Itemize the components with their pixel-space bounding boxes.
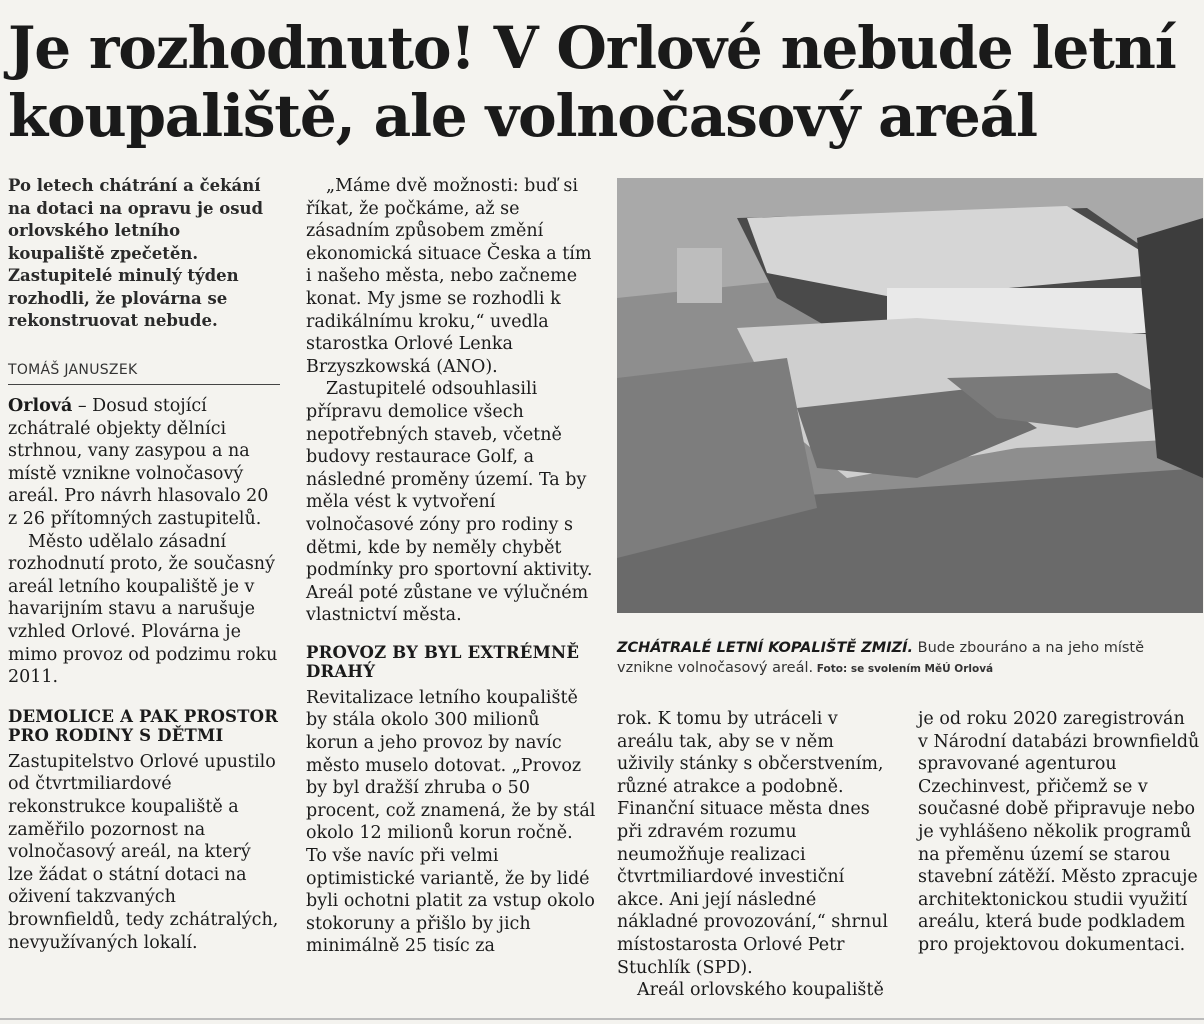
photo-caption [617, 638, 1203, 679]
lead-paragraph [8, 395, 280, 531]
paragraph-5: Revitalizace letního koupaliště by stála okolo 300 milionů korun a jeho provoz by navíc město muselo dotovat. „Provoz by byl dražší zhruba o 50 procent, což znamená, že by stál okolo 12 milionů korun ročně. To vše navíc při velmi optimistické variantě, že by lidé byli ochotni platit za vstup okolo stokoruny a přišlo by jich minimálně 25 tisíc za [306, 687, 596, 957]
paragraph-3: „Máme dvě možnosti: buď si říkat, že počkáme, až se zásadním způsobem změní ekonomická situace Česka a tím i našeho města, nebo začneme konat. My jsme se rozhodli k radikálnímu kroku,“ uvedla starostka Orlové Lenka Brzyszkowská (ANO). [306, 176, 592, 377]
photo-koupaliste [617, 178, 1203, 613]
page-bottom-rule [0, 1018, 1204, 1020]
column-1 [8, 175, 280, 954]
caption-text: Bude zbouráno a na jeho místě vznikne volnočasový areál. [617, 640, 1145, 676]
photo-illustration [617, 178, 1203, 613]
subheading-provoz: PROVOZ BY BYL EXTRÉMNĚ DRAHÝ [306, 642, 580, 681]
paragraph-6: rok. K tomu by utráceli v areálu tak, aby se v něm uživily stánky s občerstvením, různé atrakce a podobně. Finanční situace města dnes při zdravém rozumu neumožňuje realizaci čtvrtmiliardové investiční akce. Ani její následné nákladné provozování,“ shrnul místostarosta Orlové Petr Stuchlík (SPD). [617, 709, 889, 978]
perex: Po letech chátrání a čekání na dotaci na opravu je osud orlovského letního koupaliště zpečetěn. Zastupitelé minulý týden rozhodli, že plovárna se rekonstruovat nebude. [8, 176, 264, 330]
headline: Je rozhodnuto! V Orlové nebude letní koupaliště, ale volnočasový areál [8, 14, 1176, 150]
column-3 [617, 708, 892, 1002]
column-4 [918, 708, 1200, 957]
paragraph-2: Zastupitelstvo Orlové upustilo od čtvrtmiliardové rekonstrukce koupaliště a zaměřilo pozornost na volnočasový areál, na který lze žádat o státní dotaci na oživení takzvaných brownfieldů, tedy zchátralých, nevyužívaných lokalí. [8, 751, 279, 953]
paragraph-1: Město udělalo zásadní rozhodnutí proto, že současný areál letního koupaliště je v havarijním stavu a narušuje vzhled Orlové. Plovárna je mimo provoz od podzimu roku 2011. [8, 531, 278, 688]
column-2 [306, 175, 596, 958]
lead-place: Orlová [8, 396, 73, 417]
caption-title: ZCHÁTRALÉ LETNÍ KOPALIŠTĚ ZMIZÍ. [617, 640, 914, 656]
paragraph-4: Zastupitelé odsouhlasili přípravu demolice všech nepotřebných staveb, včetně budovy restaurace Golf, a následné proměny území. Ta by měla vést k vytvoření volnočasové zóny pro rodiny s dětmi, kde by neměly chybět podmínky pro sportovní aktivity. Areál poté zůstane ve výlučném vlastnictví města. [306, 379, 593, 626]
lead-text: – Dosud stojící zchátralé objekty dělníci strhnou, vany zasypou a na místě vznikne volnočasový areál. Pro návrh hlasovalo 20 z 26 přítomných zastupitelů. [8, 396, 269, 530]
paragraph-7: Areál orlovského koupaliště [637, 980, 884, 1001]
paragraph-8: je od roku 2020 zaregistrován v Národní databázi brownfieldů spravované agenturou Czechinvest, přičemž se v současné době připravuje nebo je vyhlášeno několik programů na přeměnu území se starou stavební zátěží. Město zpracuje architektonickou studii využití areálu, která bude podkladem pro projektovou dokumentaci. [918, 709, 1200, 955]
caption-credit: Foto: se svolením MěÚ Orlová [813, 663, 994, 675]
subheading-demolice: DEMOLICE A PAK PROSTOR PRO RODINY S DĚTMI [8, 706, 279, 745]
author-byline: TOMÁŠ JANUSZEK [8, 359, 280, 386]
